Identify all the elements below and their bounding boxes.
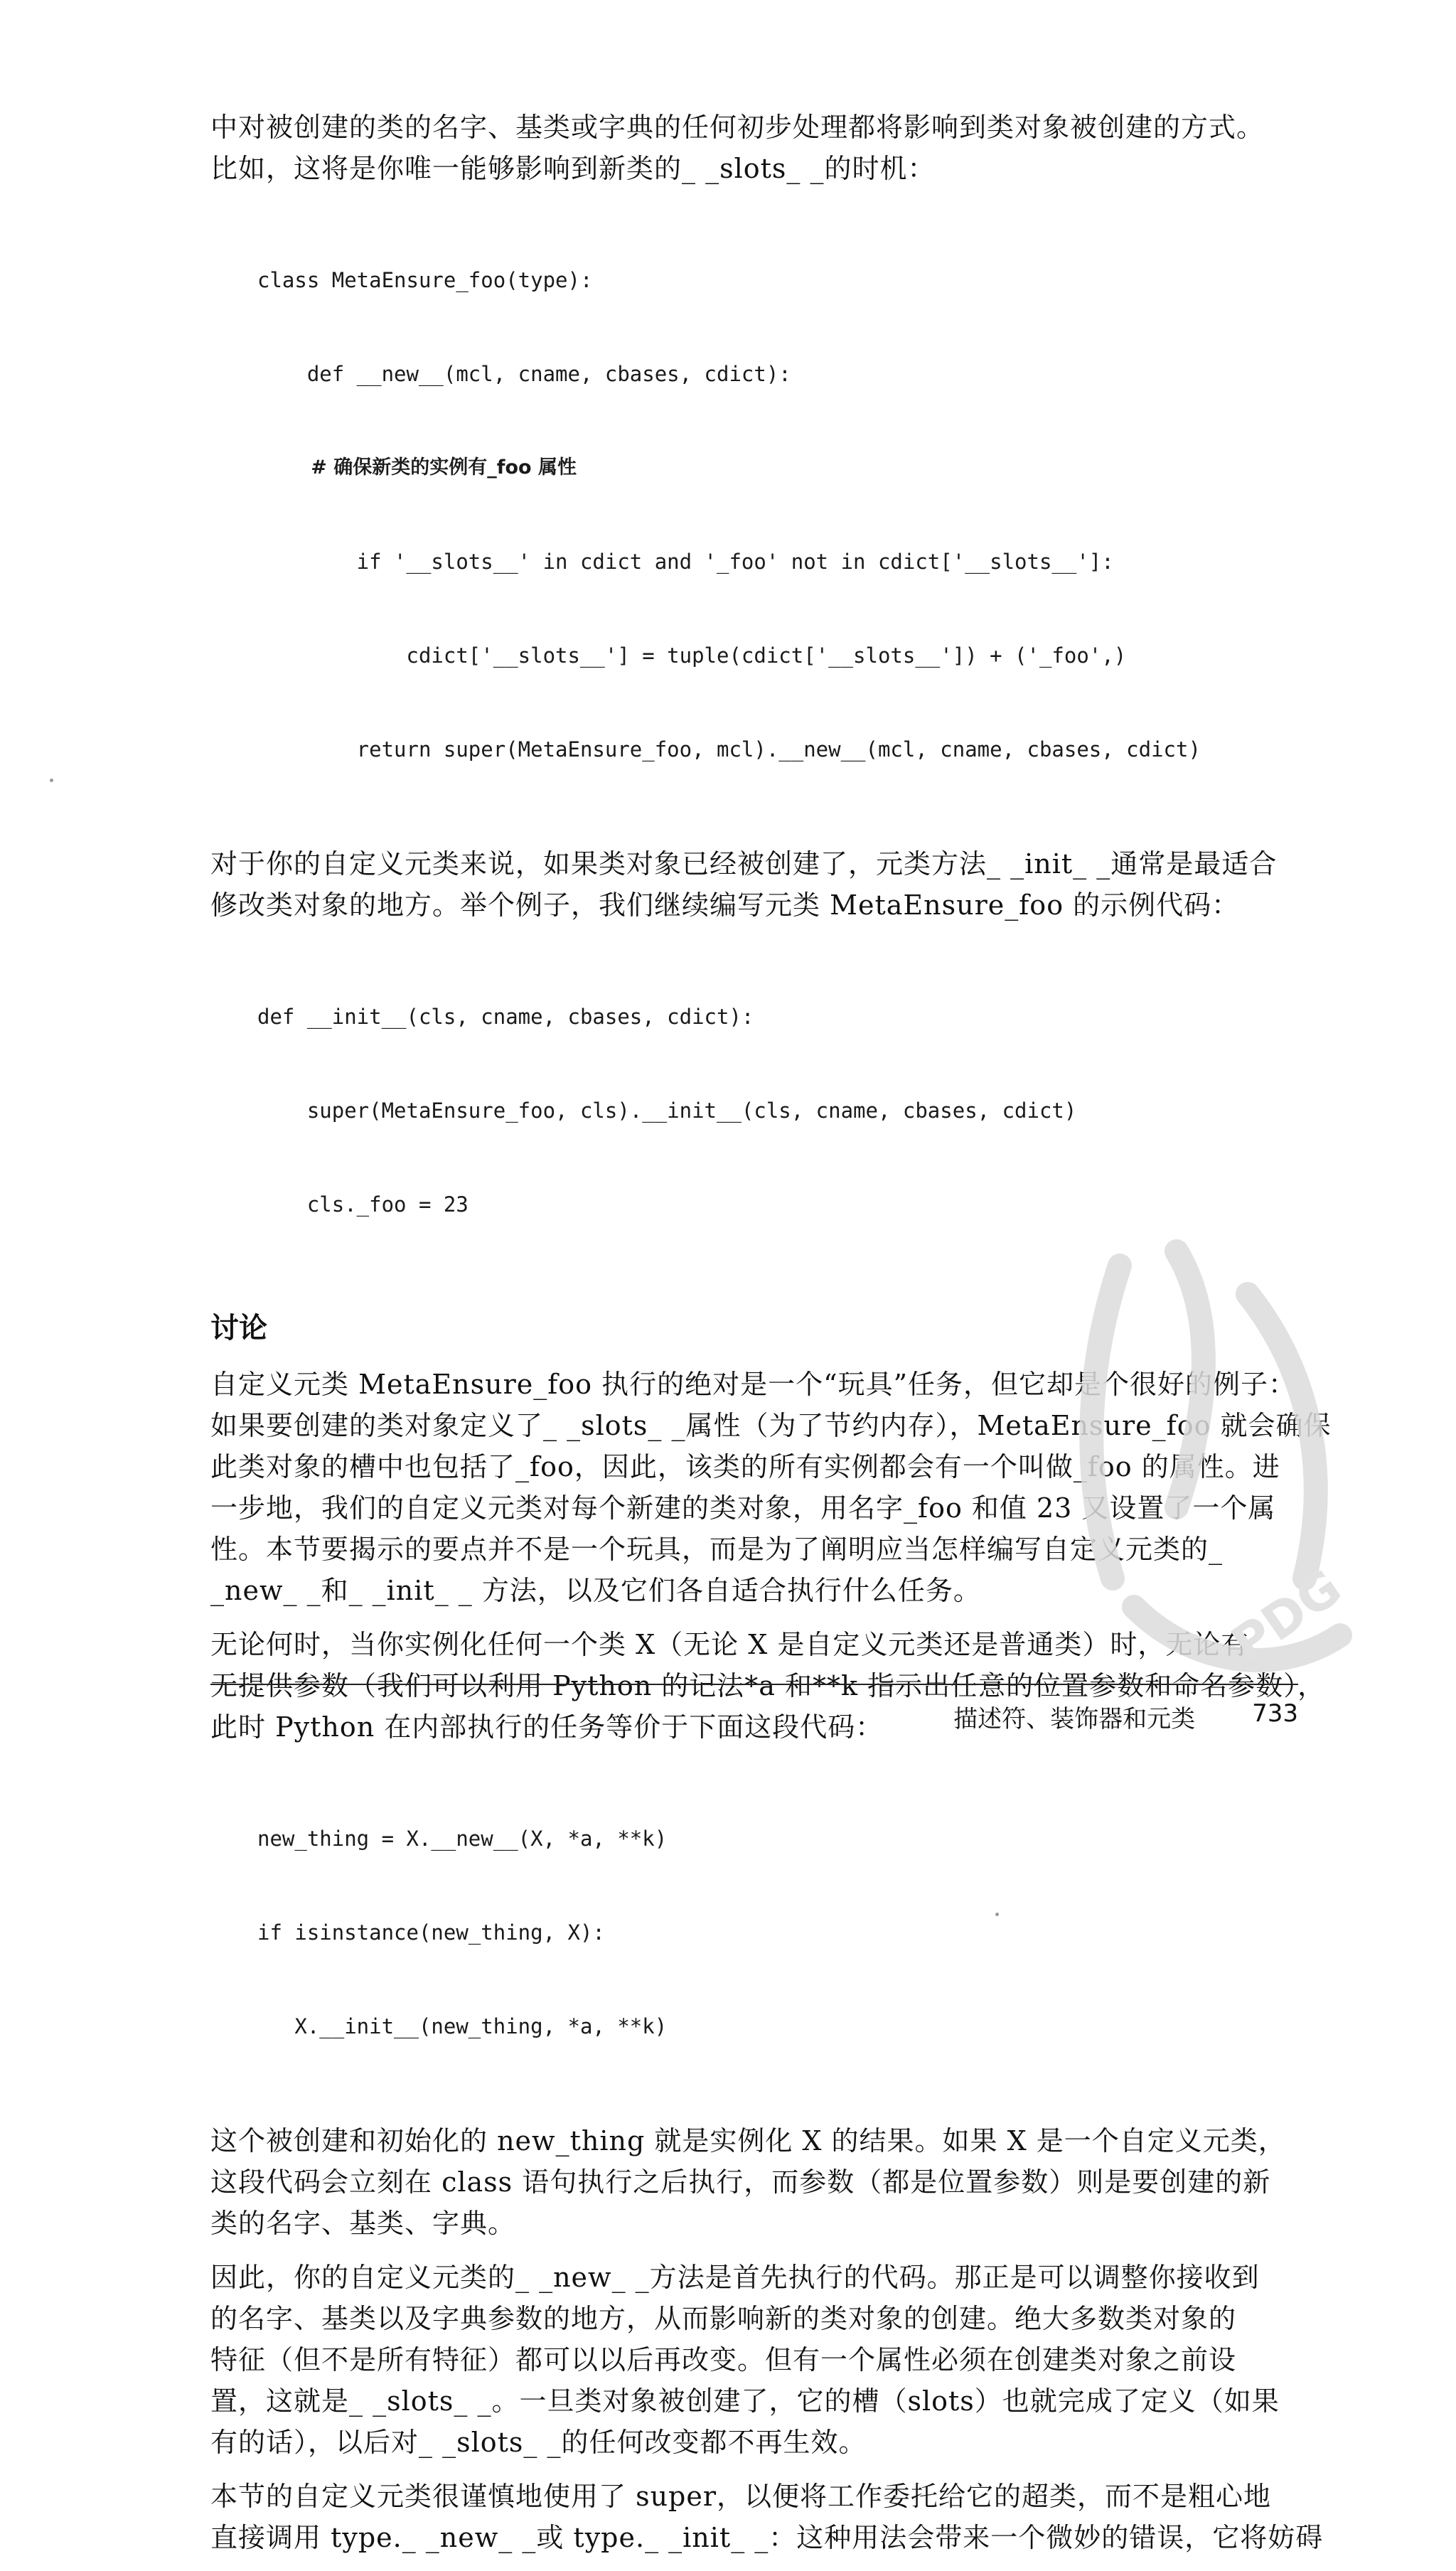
paragraph-discussion-3: [210, 2120, 1298, 2244]
scan-speck: [995, 1913, 999, 1916]
paragraph-intro: [210, 107, 1298, 189]
text-line: 这个被创建和初始化的 new_thing 就是实例化 X 的结果。如果 X 是一个自定义元类，: [210, 2125, 1286, 2156]
code-line: class MetaEnsure_foo(type):: [257, 268, 593, 292]
text-line: 无论何时，当你实例化任何一个类 X（无论 X 是自定义元类还是普通类）时，无论有: [210, 1629, 1249, 1660]
scan-speck: [50, 779, 53, 782]
page-number: 733: [1252, 1699, 1298, 1728]
text-line: 修改类对象的地方。举个例子，我们继续编写元类 MetaEnsure_foo 的示例代码：: [210, 889, 1240, 921]
text-line: 特征（但不是所有特征）都可以以后再改变。但有一个属性必须在创建类对象之前设: [210, 2344, 1237, 2375]
footer-chapter-title: 描述符、装饰器和元类: [953, 1705, 1196, 1733]
code-block-metaclass-new: [257, 202, 1298, 828]
text-line: 的名字、基类以及字典参数的地方，从而影响新的类对象的创建。绝大多数类对象的: [210, 2303, 1237, 2334]
text-line: 有的话），以后对_ _slots_ _的任何改变都不再生效。: [210, 2427, 867, 2458]
text-line: 置，这就是_ _slots_ _。一旦类对象被创建了，它的槽（slots）也就完成了定义（如果: [210, 2385, 1280, 2417]
text-line: 直接调用 type._ _new_ _或 type._ _init_ _：这种用法会带来一个微妙的错误，它将妨碍: [210, 2522, 1324, 2553]
text-line: 一步地，我们的自定义元类对每个新建的类对象，用名字_foo 和值 23 又设置了一个属: [210, 1492, 1276, 1524]
watermark-seal-icon: [1034, 1209, 1404, 1721]
code-line: cls._foo = 23: [257, 1192, 469, 1217]
text-line: 如果要创建的类对象定义了_ _slots_ _属性（为了节约内存），MetaEnsure_foo 就会确保: [210, 1410, 1332, 1441]
code-line: def __new__(mcl, cname, cbases, cdict):: [257, 362, 791, 386]
code-line: return super(MetaEnsure_foo, mcl).__new__(mcl, cname, cbases, cdict): [257, 737, 1201, 761]
text-line: 本节的自定义元类很谨慎地使用了 super，以便将工作委托给它的超类，而不是粗心地: [210, 2481, 1272, 2512]
text-line: 此时 Python 在内部执行的任务等价于下面这段代码：: [210, 1711, 884, 1743]
code-line: X.__init__(new_thing, *a, **k): [257, 2014, 668, 2038]
paragraph-discussion-5: [210, 2476, 1324, 2558]
text-line: 这段代码会立刻在 class 语句执行之后执行，而参数（都是位置参数）则是要创建的新: [210, 2166, 1271, 2198]
text-line: 无提供参数（我们可以利用 Python 的记法*a 和**k 指示出任意的位置参数和命名参数），: [210, 1670, 1326, 1701]
code-line: if '__slots__' in cdict and '_foo' not in cdict['__slots__']:: [257, 550, 1114, 574]
paragraph-init-explanation: [210, 843, 1298, 926]
code-line: super(MetaEnsure_foo, cls).__init__(cls, cname, cbases, cdict): [257, 1099, 1077, 1123]
text-line: 此类对象的槽中也包括了_foo，因此，该类的所有实例都会有一个叫做_foo 的属性。进: [210, 1451, 1280, 1482]
watermark-text: PDG: [1221, 1558, 1352, 1674]
code-line: cdict['__slots__'] = tuple(cdict['__slots__']) + ('_foo',): [257, 643, 1127, 668]
text-line: 类的名字、基类、字典。: [210, 2208, 516, 2239]
text-line: 因此，你的自定义元类的_ _new_ _方法是首先执行的代码。那正是可以调整你接收到: [210, 2262, 1260, 2293]
text-line: _new_ _和_ _init_ _ 方法，以及它们各自适合执行什么任务。: [210, 1575, 981, 1606]
text-line: 对于你的自定义元类来说，如果类对象已经被创建了，元类方法_ _init_ _通常是最适合: [210, 848, 1278, 880]
code-block-instantiation: [257, 1760, 1298, 2105]
text-line: 比如，这将是你唯一能够影响到新类的_ _slots_ _的时机：: [210, 153, 936, 184]
text-line: 中对被创建的类的名字、基类或字典的任何初步处理都将影响到类对象被创建的方式。: [210, 112, 1265, 143]
text-line: 自定义元类 MetaEnsure_foo 执行的绝对是一个“玩具”任务，但它却是个很好的例子：: [210, 1369, 1296, 1400]
code-line: def __init__(cls, cname, cbases, cdict):: [257, 1005, 754, 1029]
text-line: 性。本节要揭示的要点并不是一个玩具，而是为了阐明应当怎样编写自定义元类的_: [210, 1534, 1224, 1565]
code-comment: # 确保新类的实例有_foo 属性: [257, 456, 577, 479]
code-line: new_thing = X.__new__(X, *a, **k): [257, 1827, 668, 1851]
section-heading: 讨论: [210, 1312, 267, 1345]
code-line: if isinstance(new_thing, X):: [257, 1920, 605, 1945]
paragraph-discussion-4: [210, 2257, 1298, 2463]
